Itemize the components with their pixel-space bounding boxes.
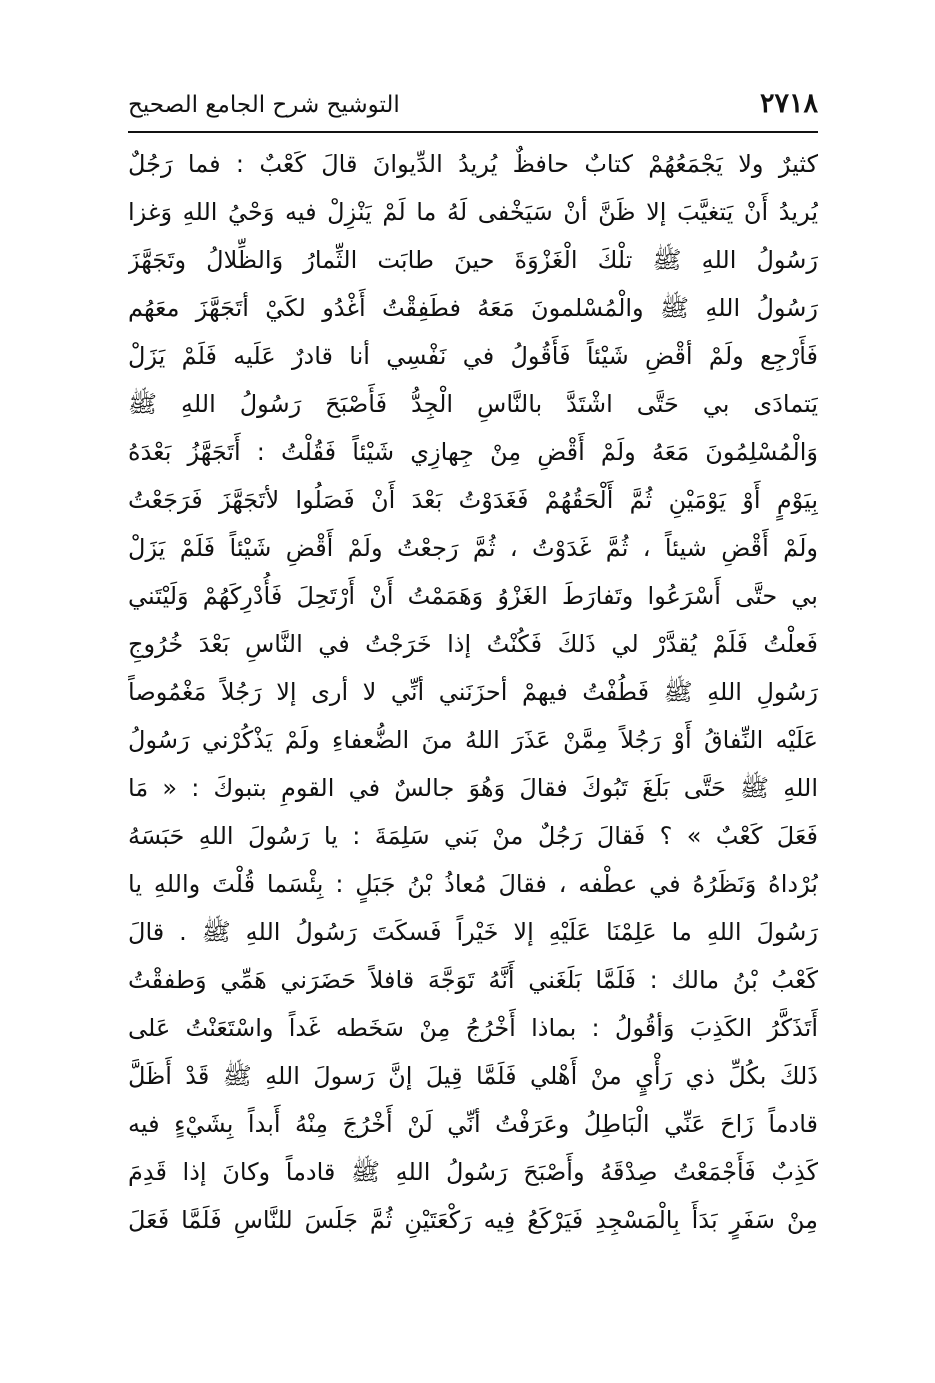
text-line: أَتَذَكَّرُ الكَذِبَ وَأقُولُ : بماذا أَخْرُجُ مِنْ سَخَطه غَداً واسْتَعَنْتُ عَلى bbox=[128, 1014, 818, 1042]
running-title: التوشيح شرح الجامع الصحيح bbox=[128, 92, 400, 118]
text-line: رَسُولُ اللهِ ﷺ تلْكَ الْغَزْوَةَ حينَ طابَت الثِّمارُ وَالظِّلالُ وتَجَهَّزَ bbox=[128, 246, 818, 274]
text-line: رَسُولَ اللهِ ما عَلِمْنَا عَلَيْهِ إلا خَيْراً فَسكَتَ رَسُولُ اللهِ ﷺ . قالَ bbox=[128, 918, 818, 946]
text-line: يُريدُ أَنْ يَتغيَّبَ إلا ظَنَّ أنْ سَيَخْفى لَهُ ما لَمْ يَنْزِلْ فيه وَحْيُ اللهِ وَغزا bbox=[128, 198, 818, 226]
text-line: عَلَيْه النِّفاقُ أَوْ رَجُلاً مِمَّنْ عَذَرَ اللهُ منَ الضُّعفاءِ ولَمْ يَذْكُرْني رَسُولُ bbox=[128, 726, 818, 754]
text-line: رَسُولُ اللهِ ﷺ والْمُسْلمونَ مَعَهُ فطَفِقْتُ أَغْدُو لكَيْ أتَجَهَّزَ معَهُم bbox=[128, 294, 818, 322]
text-line: فَعلْتُ فَلَمْ يُقدَّرْ لي ذَلكَ فَكُنْتُ إذا خَرَجْتُ في النَّاسِ بَعْدَ خُرُوجِ bbox=[128, 630, 818, 658]
text-line: ولَمْ أَقْضِ شيئاً ، ثُمَّ غَدَوْتُ ، ثُمَّ رَجعْتُ ولَمْ أَقْضِ شَيْئاً فَلَمْ يَزَلْ bbox=[128, 534, 818, 562]
text-line: اللهِ ﷺ حَتَّى بَلَغَ تَبُوكَ فقالَ وَهُوَ جالسٌ في القومِ بتبوكَ : « مَا bbox=[128, 774, 818, 802]
text-line: كَعْبُ بْنُ مالك : فَلَمَّا بَلَغَني أَنَّهُ تَوَجَّهَ قافلاً حَضَرَني هَمِّي وَطفقْتُ bbox=[128, 966, 818, 994]
text-line: كثيرٌ ولا يَجْمَعُهُمْ كتابٌ حافظٌ يُريدُ الدِّيوانَ قالَ كَعْبٌ : فما رَجُلٌ bbox=[128, 150, 818, 178]
text-line: بِيَوْمٍ أَوْ يَوْمَيْنِ ثُمَّ أَلْحَقُهُمْ فَغَدَوْتُ بَعْدَ أَنْ فَصَلُوا لأتَجَهَّزَ فَرَجَعْتُ bbox=[128, 486, 818, 514]
text-line: وَالْمُسْلِمُونَ مَعَهُ ولَمْ أَقْضِ مِنْ جِهازِي شَيْئاً فَقُلْتُ : أَتَجَهَّزُ بَعْدَهُ bbox=[128, 438, 818, 466]
page-header bbox=[128, 86, 818, 130]
text-line: رَسُولِ اللهِ ﷺ فَطُفْتُ فيهمْ أحزَنَني أنِّي لا أرى إلا رَجُلاً مَغْمُوصاً bbox=[128, 678, 818, 706]
text-line: بي حتَّى أَسْرَعُوا وتَفارَطَ الغَزْوُ وَهَمَمْتُ أَنْ أَرْتَحِلَ فَأُدْرِكَهُمْ وَلَيْتَني bbox=[128, 582, 818, 610]
text-line: بُرْداهُ وَنَظَرُهُ في عطْفه ، فقالَ مُعاذُ بْنُ جَبَلٍ : بِئْسَما قُلْتَ واللهِ يا bbox=[128, 870, 818, 898]
text-line: مِنْ سَفَرٍ بَدَأَ بِالْمَسْجِدِ فَيَرْكَعُ فِيه رَكْعَتَيْنِ ثُمَّ جَلَسَ للنَّاسِ فَلَمَّا فَعَلَ bbox=[128, 1206, 818, 1234]
text-line: ذَلكَ بكُلِّ ذي رَأْيٍ منْ أَهْلي فَلَمَّا قِيلَ إنَّ رَسولَ اللهِ ﷺ قَدْ أَظَلَّ bbox=[128, 1062, 818, 1090]
header-rule bbox=[128, 131, 818, 133]
body-text bbox=[128, 140, 818, 1244]
text-line: قادماً زَاحَ عَنِّي الْبَاطِلُ وعَرَفْتُ أنِّي لَنْ أَخْرُجَ مِنْهُ أَبداً بِشَيْءٍ فيه bbox=[128, 1110, 818, 1138]
text-line: يَتمادَى بي حَتَّى اشْتَدَّ بالنَّاسِ الْجِدُّ فَأَصْبَحَ رَسُولُ اللهِ ﷺ bbox=[128, 390, 818, 418]
text-line: فَأَرْجِع ولَمْ أقْضِ شَيْئاً فَأَقُولُ في نَفْسِي أنا قادرٌ عَلَيه فَلَمْ يَزَلْ bbox=[128, 342, 818, 370]
page-number: ٢٧١٨ bbox=[759, 88, 818, 119]
text-line: كَذِبٌ فَأَجْمَعْتُ صِدْقَهُ وأَصْبَحَ رَسُولُ اللهِ ﷺ قادماً وكانَ إذا قَدِمَ bbox=[128, 1158, 818, 1186]
text-line: فَعَلَ كَعْبٌ » ؟ فَقالَ رَجُلٌ منْ بَني سَلِمَةَ : يا رَسُولَ اللهِ حَبَسَهُ bbox=[128, 822, 818, 850]
